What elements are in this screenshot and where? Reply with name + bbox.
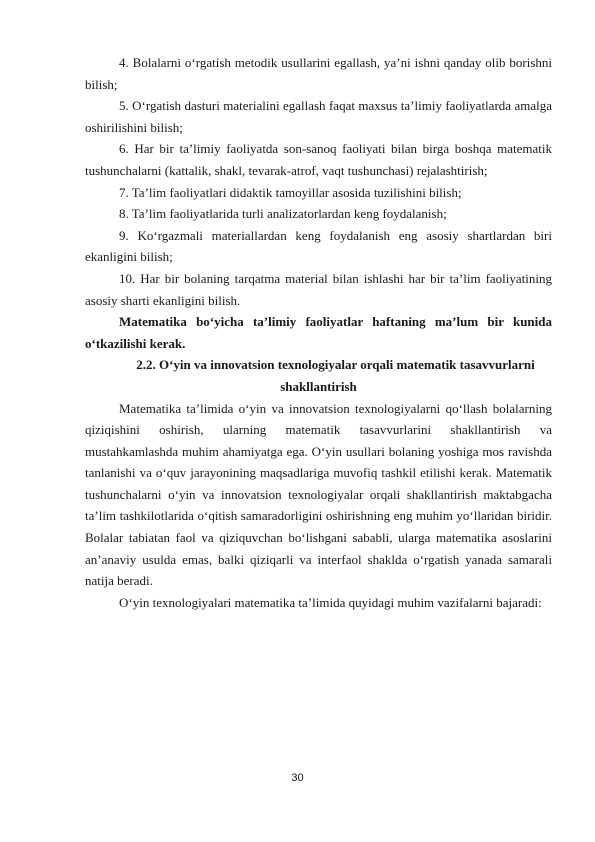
page-number: 30 <box>291 772 304 784</box>
body-paragraph-intro: O‘yin texnologiyalari matematika ta’limida quyidagi muhim vazifalarni bajaradi: <box>119 594 542 610</box>
list-item-5: 5. O‘rgatish dasturi materialini egallash faqat maxsus ta’limiy faoliyatlarda amalga oshirilishini bilish; <box>85 98 552 135</box>
body-paragraph: Matematika ta’limida o‘yin va innovatsion texnologiyalarni qo‘llash bolalarning qiziqishini oshirish, ularning matematik tasavvurlarini shakllantirish va mustahkamlashda muhim ahamiyatga ega. O‘yin usullari bolaning yoshiga mos ravishda tanlanishi va o‘quv jarayonining maqsadlariga muvofiq tashkil etilishi kerak. Matematik tushunchalarni o‘yin va innovatsion texnologiyalar orqali shakllantirish maktabgacha ta’lim tashkilotlarida o‘qitish samaradorligini oshirishning eng muhim yo‘llaridan biridir. Bolalar tabiatan faol va qiziquvchan bo‘lishgani sababli, ularga matematika asoslarini an’anaviy usulda emas, balki qiziqarli va interfaol shaklda o‘rgatish yanada samarali natija beradi. <box>85 400 552 589</box>
list-item-10: 10. Har bir bolaning tarqatma material bilan ishlashi har bir ta’lim faoliyatining asosiy sharti ekanligini bilish. <box>85 270 552 308</box>
list-item-8: 8. Ta’lim faoliyatlarida turli analizatorlardan keng foydalanish; <box>119 206 447 222</box>
list-item-7: 7. Ta’lim faoliyatlari didaktik tamoyillar asosida tuzilishini bilish; <box>119 184 462 200</box>
bold-statement: Matematika bo‘yicha ta’limiy faoliyatlar haftaning ma’lum bir kunida o‘tkazilishi kerak. <box>85 314 552 351</box>
list-item-9: 9. Ko‘rgazmali materiallardan keng foydalanish eng asosiy shartlardan biri ekanligini bilish; <box>85 227 552 265</box>
document-page <box>85 52 552 613</box>
section-heading: 2.2. O‘yin va innovatsion texnologiyalar orqali matematik tasavvurlarni shakllantirish <box>136 357 535 394</box>
list-item-6: 6. Har bir ta’limiy faoliyatda son-sanoq faoliyati bilan birga boshqa matematik tushunchalarni (kattalik, shakl, tevarak-atrof, vaqt tushunchasi) rejalashtirish; <box>85 141 552 178</box>
list-item-4: 4. Bolalarni o‘rgatish metodik usullarini egallash, ya’ni ishni qanday olib borishni bilish; <box>85 55 552 92</box>
